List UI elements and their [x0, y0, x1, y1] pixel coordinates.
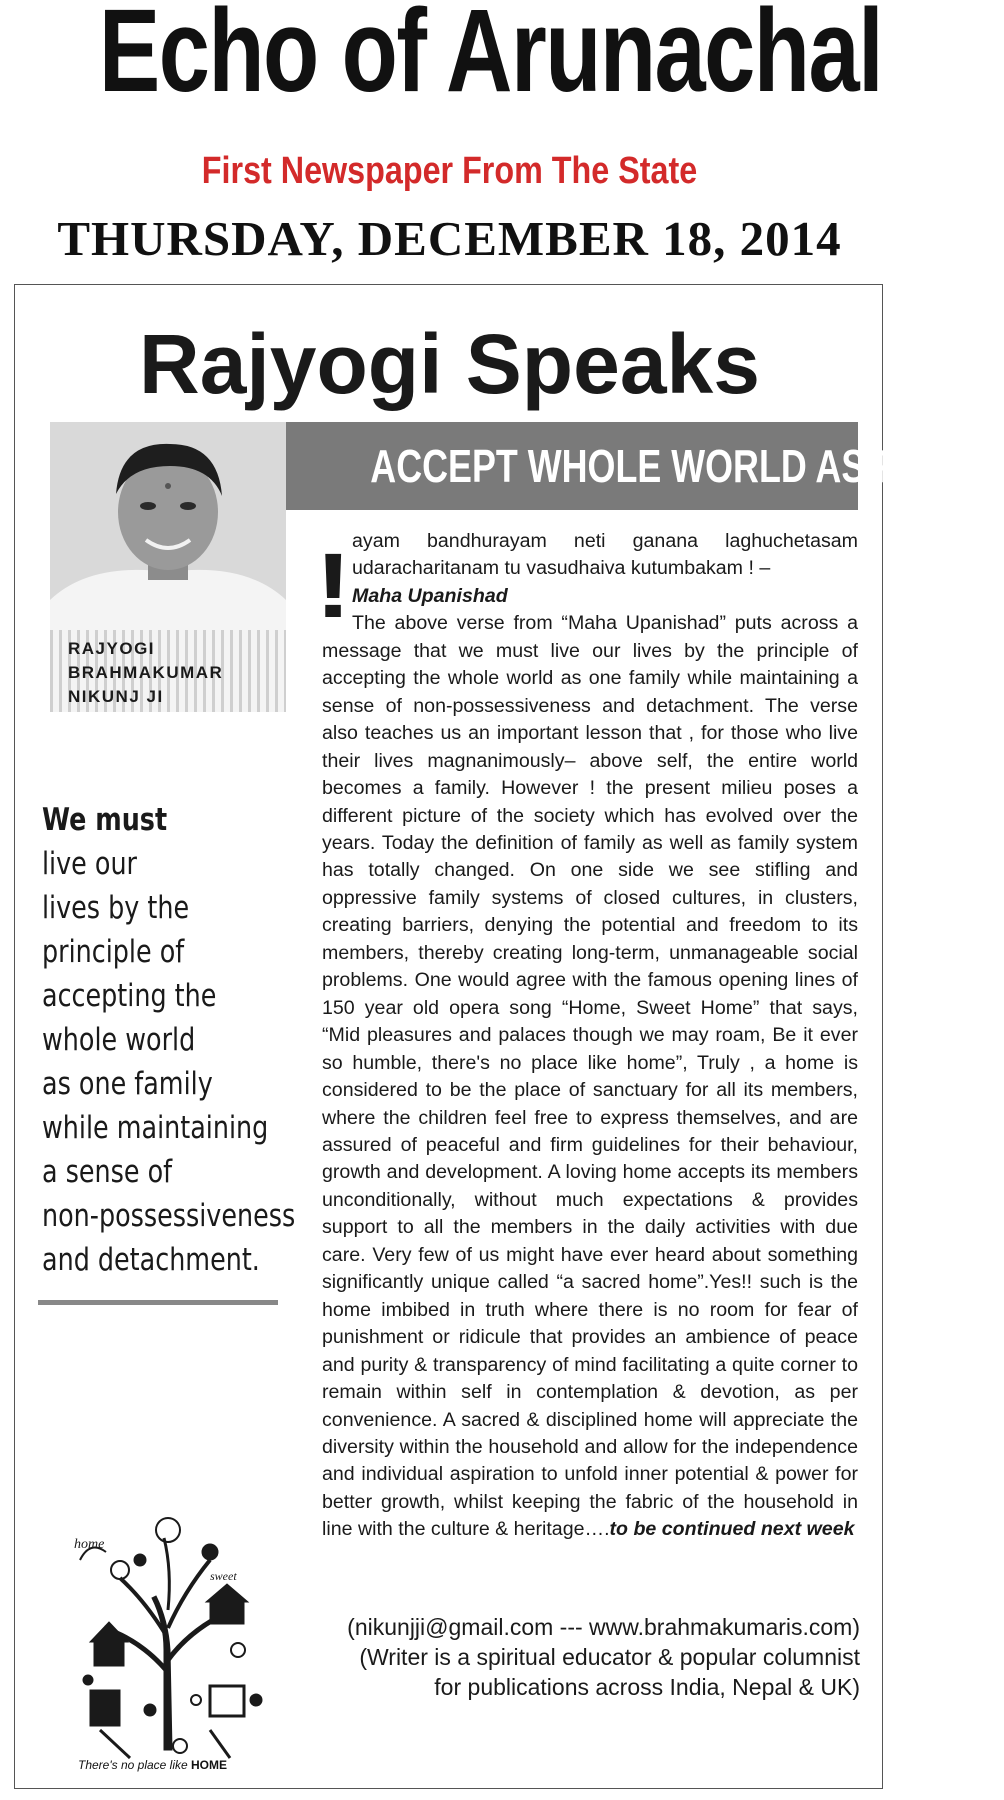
byline-line: BRAHMAKUMAR [68, 663, 224, 682]
masthead [0, 0, 899, 192]
pull-quote-line: as one family [42, 1066, 213, 1102]
pull-quote-line: whole world [42, 1022, 196, 1058]
pull-quote-line: lives by the [42, 890, 190, 926]
writer-note: (Writer is a spiritual educator & popular columnist [359, 1644, 860, 1670]
author-byline [50, 630, 286, 712]
caption-text: There's no place like [78, 1758, 192, 1772]
article-headline: ACCEPT WHOLE WORLD AS FAMILY [370, 440, 1004, 492]
continued-note: to be continued next week [609, 1518, 855, 1541]
byline-line: NIKUNJ JI [68, 687, 164, 706]
pull-quote-rule [38, 1300, 278, 1305]
article-paragraph [322, 610, 858, 1543]
writer-note-continued: for publications across India, Nepal & UK) [434, 1674, 860, 1700]
verse-source: Maha Upanishad [352, 584, 508, 607]
home-tree-illustration [60, 1500, 280, 1770]
pull-quote-line: non-possessiveness [42, 1198, 296, 1234]
article-body [314, 528, 858, 1544]
pull-quote-line: principle of [42, 934, 185, 970]
article-verse-block [314, 528, 858, 637]
illustration-word: sweet [210, 1569, 237, 1583]
byline-line: RAJYOGI [68, 639, 156, 658]
author-photo [50, 422, 286, 630]
caption-emphasis: HOME [191, 1758, 228, 1772]
pull-quote [42, 798, 296, 1282]
drop-cap: ! [314, 535, 352, 637]
article-text: The above verse from “Maha Upanishad” puts across a message that we must live our lives by the principle of accepting the whole world as one family while maintaining a sense of non-possessiveness and detachment. The verse also teaches us an important lesson that , for those who live their lives magnanimously– above self, the entire world becomes a family. However ! the present milieu poses a different picture of the society which has evolved over the years. Today the definition of family as well as family system has totally changed. On one side we see stifling and oppressive family systems of closed cultures, in clusters, creating barriers, denying the potential and freedom to its members, thereby creating long-term, unmanageable social problems. One would agree with the famous opening lines of 150 year old opera song “Home, Sweet Home” that says, “Mid pleasures and palaces though we may roam, Be it ever so humble, there's no place like home”, Truly , a home is considered to be the place of sanctuary for all its members, where the children feel free to express themselves, and are assured of peaceful and firm guidelines for their behaviour, growth and development. A loving home accepts its members unconditionally, without much expectations & provides support to all the members in the daily activities with due care. Very few of us might have ever heard about something significantly unique called “a sacred home”.Yes!! such is the home imbibed in truth where there is no room for fear of punishment or ridicule that provides an ambience of peace and purity & transparency of mind facilitating a quite corner to remain within self in contemplation & devotion, as per convenience. A sacred & disciplined home will appreciate the diversity within the household and allow for the independence and individual aspiration to unfold inner potential & power for better growth, whilst keeping the fabric of the household in line with the culture & heritage…. [322, 612, 858, 1541]
pull-quote-line: while maintaining [42, 1110, 269, 1146]
pull-quote-line: We must [42, 802, 168, 838]
pull-quote-line: live our [42, 846, 138, 882]
newspaper-tagline: First Newspaper From The State [201, 150, 698, 192]
column-title: Rajyogi Speaks [139, 317, 760, 411]
dateline: THURSDAY, DECEMBER 18, 2014 [57, 211, 842, 266]
pull-quote-line: a sense of [42, 1154, 173, 1190]
pull-quote-line: accepting the [42, 978, 217, 1014]
article-verse: ayam bandhurayam neti ganana laghuchetasam udaracharitanam tu vasudhaiva kutumbakam ! – [352, 530, 858, 580]
contact-email-website: (nikunjji@gmail.com --- www.brahmakumaris.com) [347, 1614, 860, 1640]
illustration-word: home [74, 1537, 105, 1552]
illustration-caption [78, 1758, 278, 1772]
pull-quote-line: and detachment. [42, 1242, 260, 1278]
newspaper-title: Echo of Arunachal [98, 0, 883, 117]
